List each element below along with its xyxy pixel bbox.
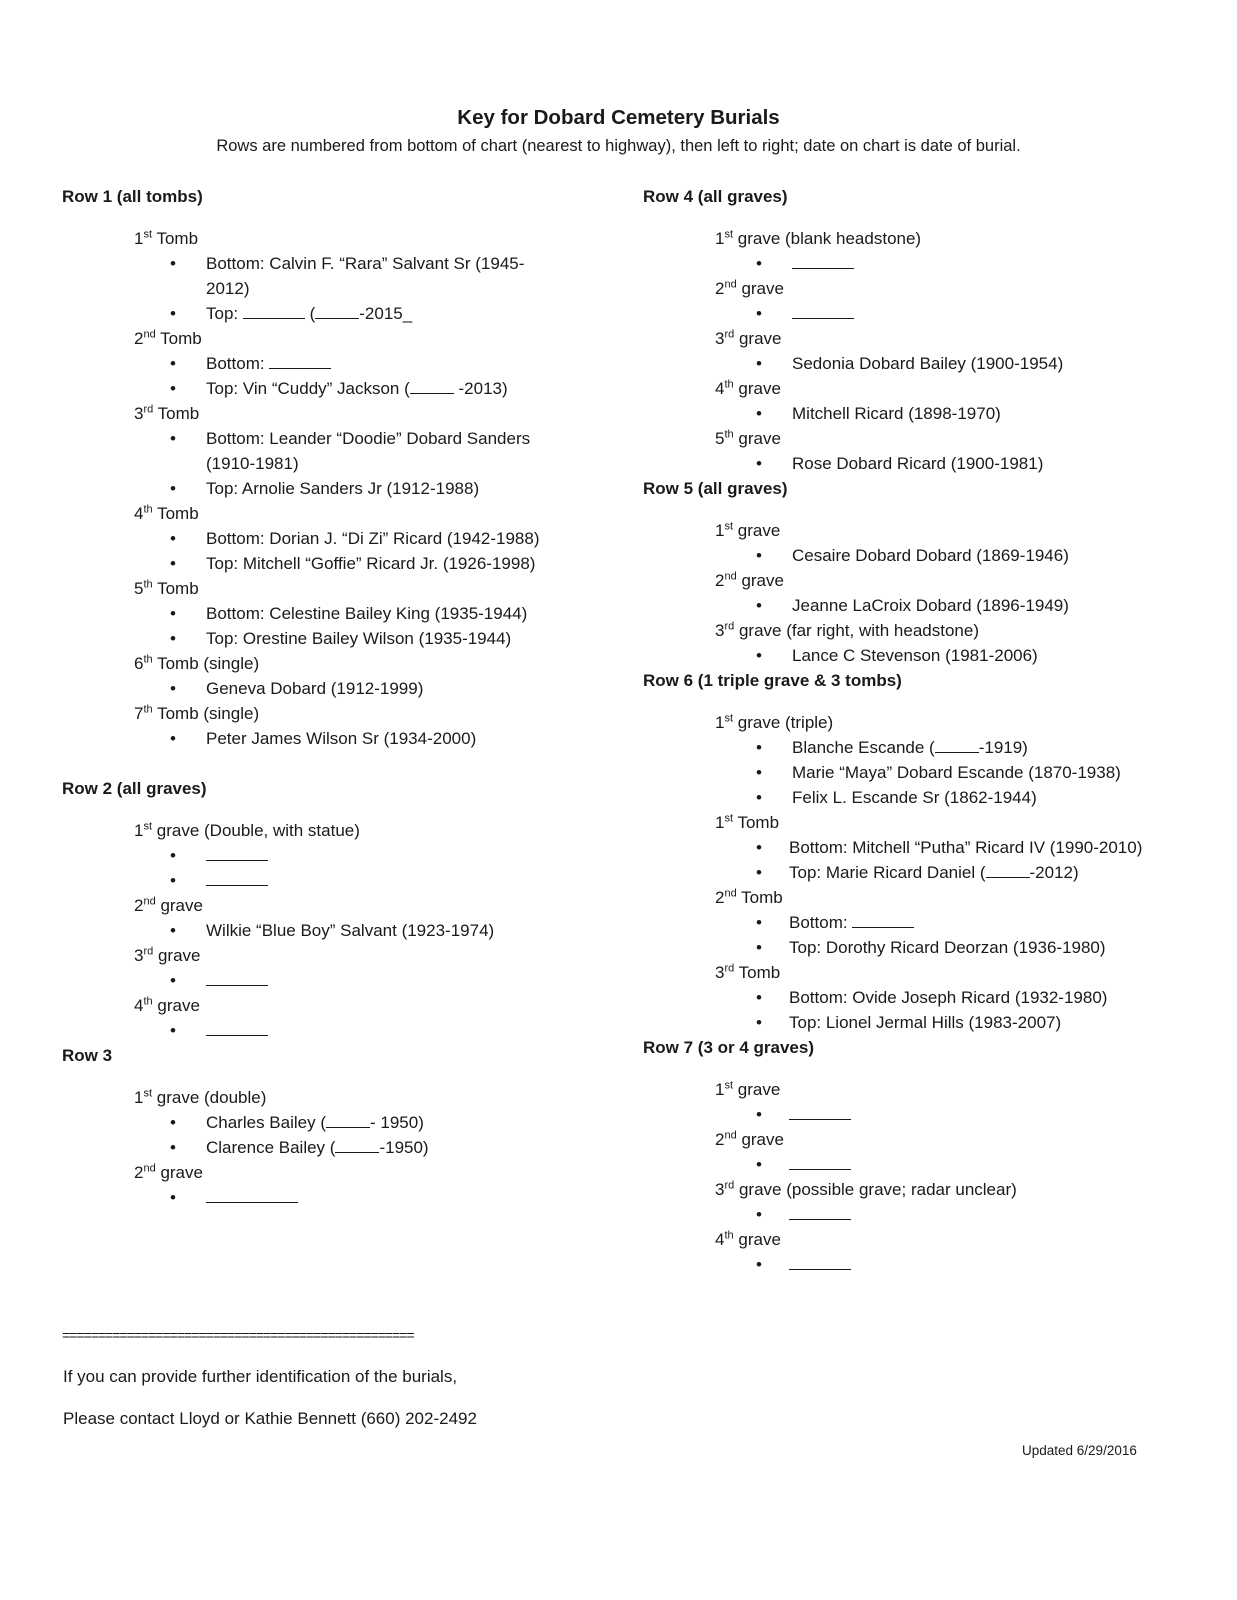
list-item bbox=[643, 251, 1203, 276]
row7-grave4-list bbox=[643, 1252, 1203, 1277]
list-item: • Top: Lionel Jermal Hills (1983-2007) bbox=[643, 1010, 1203, 1035]
list-item: • Cesaire Dobard Dobard (1869-1946) bbox=[643, 543, 1203, 568]
row7-grave2-list bbox=[643, 1152, 1203, 1177]
list-item: • Felix L. Escande Sr (1862-1944) bbox=[643, 785, 1203, 810]
row3-grave2-list bbox=[62, 1185, 622, 1210]
blank-field bbox=[792, 252, 854, 269]
row3-grave1-label: 1st grave (double) bbox=[134, 1087, 267, 1107]
list-item: • Bottom: bbox=[62, 351, 622, 376]
row6-tomb1-label: 1st Tomb bbox=[715, 812, 780, 832]
row6-grave1-label: 1st grave (triple) bbox=[715, 712, 834, 732]
list-item: • Geneva Dobard (1912-1999) bbox=[62, 676, 622, 701]
list-item: • Charles Bailey ( - 1950) bbox=[62, 1110, 622, 1135]
list-item: • Top: ( -2015_ bbox=[62, 301, 622, 326]
blank-field bbox=[986, 861, 1030, 878]
row4-grave4-label: 4th grave bbox=[715, 378, 781, 398]
row2-grave2-label: 2nd grave bbox=[134, 895, 203, 915]
blank-field bbox=[789, 1253, 851, 1270]
row2-grave1-label: 1st grave (Double, with statue) bbox=[134, 820, 360, 840]
row6-tomb3-list bbox=[643, 985, 1203, 1035]
list-item: • Top: Orestine Bailey Wilson (1935-1944) bbox=[62, 626, 622, 651]
page-subtitle: Rows are numbered from bottom of chart (nearest to highway), then left to right; date on chart is date of burial. bbox=[216, 137, 1021, 155]
list-item: • Bottom: bbox=[643, 910, 1203, 935]
row6-tomb2-label: 2nd Tomb bbox=[715, 887, 783, 907]
list-item bbox=[62, 968, 622, 993]
row1-tomb6-label: 6th Tomb (single) bbox=[134, 653, 260, 673]
row4-grave5-list bbox=[643, 451, 1203, 476]
row7-grave3-list bbox=[643, 1202, 1203, 1227]
row5-grave3-list bbox=[643, 643, 1203, 668]
list-item: • Wilkie “Blue Boy” Salvant (1923-1974) bbox=[62, 918, 622, 943]
row2-grave2-list bbox=[62, 918, 622, 943]
row1-tomb5-list bbox=[62, 601, 622, 651]
row1-tomb1-list bbox=[62, 251, 622, 326]
list-item: • Bottom: Dorian J. “Di Zi” Ricard (1942-1988) bbox=[62, 526, 622, 551]
row4-grave4-list bbox=[643, 401, 1203, 426]
row4-grave1-label: 1st grave (blank headstone) bbox=[715, 228, 922, 248]
row-3-title: Row 3 bbox=[62, 1046, 113, 1065]
row2-grave3-list bbox=[62, 968, 622, 993]
list-item: • Clarence Bailey ( -1950) bbox=[62, 1135, 622, 1160]
row4-grave3-list bbox=[643, 351, 1203, 376]
row5-grave1-label: 1st grave bbox=[715, 520, 781, 540]
updated-date: Updated 6/29/2016 bbox=[1022, 1443, 1137, 1458]
row-5-title: Row 5 (all graves) bbox=[643, 479, 788, 498]
row5-grave3-label: 3rd grave (far right, with headstone) bbox=[715, 620, 979, 640]
list-item: • Bottom: Leander “Doodie” Dobard Sanders (1910-1981) bbox=[62, 426, 566, 476]
list-item: • Rose Dobard Ricard (1900-1981) bbox=[643, 451, 1203, 476]
list-item: • Bottom: Calvin F. “Rara” Salvant Sr (1945-2012) bbox=[62, 251, 566, 301]
row7-grave1-label: 1st grave bbox=[715, 1079, 781, 1099]
list-item: • Mitchell Ricard (1898-1970) bbox=[643, 401, 1203, 426]
row1-tomb5-label: 5th Tomb bbox=[134, 578, 199, 598]
list-item: • Lance C Stevenson (1981-2006) bbox=[643, 643, 1203, 668]
list-item: • Jeanne LaCroix Dobard (1896-1949) bbox=[643, 593, 1203, 618]
row1-tomb7-label: 7th Tomb (single) bbox=[134, 703, 260, 723]
row-7-title: Row 7 (3 or 4 graves) bbox=[643, 1038, 815, 1057]
row1-tomb6-list bbox=[62, 676, 622, 701]
list-item bbox=[62, 1018, 622, 1043]
row1-tomb1-label: 1st Tomb bbox=[134, 228, 199, 248]
blank-field bbox=[206, 844, 268, 861]
row6-grave1-list bbox=[643, 735, 1203, 810]
row7-grave1-list bbox=[643, 1102, 1203, 1127]
blank-field bbox=[269, 352, 331, 369]
list-item bbox=[62, 843, 622, 868]
row1-tomb4-label: 4th Tomb bbox=[134, 503, 199, 523]
list-item bbox=[643, 1202, 1203, 1227]
row-7-section bbox=[643, 1035, 1203, 1277]
row3-grave2-label: 2nd grave bbox=[134, 1162, 203, 1182]
blank-field bbox=[315, 302, 359, 319]
row2-grave4-list bbox=[62, 1018, 622, 1043]
list-item: • Bottom: Mitchell “Putha” Ricard IV (1990-2010) bbox=[643, 835, 1149, 860]
row5-grave2-label: 2nd grave bbox=[715, 570, 784, 590]
list-item: • Bottom: Ovide Joseph Ricard (1932-1980) bbox=[643, 985, 1203, 1010]
row7-grave2-label: 2nd grave bbox=[715, 1129, 784, 1149]
list-item: • Peter James Wilson Sr (1934-2000) bbox=[62, 726, 622, 751]
row4-grave2-label: 2nd grave bbox=[715, 278, 784, 298]
row4-grave1-list bbox=[643, 251, 1203, 276]
row7-grave3-label: 3rd grave (possible grave; radar unclear) bbox=[715, 1179, 1017, 1199]
blank-field bbox=[243, 302, 305, 319]
blank-field bbox=[206, 1186, 298, 1203]
row3-grave1-list bbox=[62, 1110, 622, 1160]
row-3-section bbox=[62, 1043, 622, 1210]
row-6-section bbox=[643, 668, 1203, 1035]
row-1-title: Row 1 (all tombs) bbox=[62, 187, 203, 206]
page-title: Key for Dobard Cemetery Burials bbox=[457, 106, 780, 129]
row1-tomb2-label: 2nd Tomb bbox=[134, 328, 202, 348]
blank-field bbox=[206, 869, 268, 886]
blank-field bbox=[335, 1136, 379, 1153]
list-item: • Top: Mitchell “Goffie” Ricard Jr. (1926-1998) bbox=[62, 551, 566, 576]
footer-divider: ================================================= bbox=[62, 1327, 414, 1343]
list-item: • Bottom: Celestine Bailey King (1935-1944) bbox=[62, 601, 622, 626]
row2-grave3-label: 3rd grave bbox=[134, 945, 201, 965]
blank-field bbox=[789, 1103, 851, 1120]
list-item: • Blanche Escande ( -1919) bbox=[643, 735, 1203, 760]
list-item: • Sedonia Dobard Bailey (1900-1954) bbox=[643, 351, 1203, 376]
blank-field bbox=[935, 736, 979, 753]
row1-tomb7-list bbox=[62, 726, 622, 751]
list-item bbox=[643, 1102, 1203, 1127]
blank-field bbox=[206, 969, 268, 986]
list-item bbox=[643, 1152, 1203, 1177]
row-4-section bbox=[643, 184, 1203, 476]
list-item bbox=[643, 1252, 1203, 1277]
blank-field bbox=[206, 1019, 268, 1036]
row1-tomb3-label: 3rd Tomb bbox=[134, 403, 200, 423]
row6-tomb1-list bbox=[643, 835, 1203, 885]
row1-tomb4-list bbox=[62, 526, 622, 576]
right-column bbox=[643, 184, 1203, 1277]
row7-grave4-label: 4th grave bbox=[715, 1229, 781, 1249]
row6-tomb3-label: 3rd Tomb bbox=[715, 962, 781, 982]
row-2-section bbox=[62, 776, 622, 1043]
blank-field bbox=[789, 1203, 851, 1220]
list-item: • Top: Vin “Cuddy” Jackson ( -2013) bbox=[62, 376, 622, 401]
list-item: • Top: Arnolie Sanders Jr (1912-1988) bbox=[62, 476, 622, 501]
blank-field bbox=[792, 302, 854, 319]
row5-grave1-list bbox=[643, 543, 1203, 568]
row1-tomb3-list bbox=[62, 426, 622, 501]
list-item bbox=[62, 1185, 622, 1210]
blank-field bbox=[852, 911, 914, 928]
blank-field bbox=[326, 1111, 370, 1128]
footer-request-text: If you can provide further identification of the burials, bbox=[63, 1367, 458, 1386]
row4-grave2-list bbox=[643, 301, 1203, 326]
left-column bbox=[62, 184, 622, 1210]
row2-grave1-list bbox=[62, 843, 622, 893]
row-2-title: Row 2 (all graves) bbox=[62, 779, 207, 798]
row1-tomb2-list bbox=[62, 351, 622, 401]
row5-grave2-list bbox=[643, 593, 1203, 618]
list-item: • Top: Marie Ricard Daniel ( -2012) bbox=[643, 860, 1203, 885]
blank-field bbox=[789, 1153, 851, 1170]
row2-grave4-label: 4th grave bbox=[134, 995, 200, 1015]
row6-tomb2-list bbox=[643, 910, 1203, 960]
list-item: • Marie “Maya” Dobard Escande (1870-1938) bbox=[643, 760, 1203, 785]
list-item bbox=[62, 868, 622, 893]
row4-grave3-label: 3rd grave bbox=[715, 328, 782, 348]
blank-field bbox=[410, 377, 454, 394]
row-1-section bbox=[62, 184, 622, 751]
list-item bbox=[643, 301, 1203, 326]
footer-contact-text: Please contact Lloyd or Kathie Bennett (660) 202-2492 bbox=[63, 1409, 477, 1428]
row-5-section bbox=[643, 476, 1203, 668]
row4-grave5-label: 5th grave bbox=[715, 428, 781, 448]
list-item: • Top: Dorothy Ricard Deorzan (1936-1980) bbox=[643, 935, 1203, 960]
row-4-title: Row 4 (all graves) bbox=[643, 187, 788, 206]
row-6-title: Row 6 (1 triple grave & 3 tombs) bbox=[643, 671, 902, 690]
